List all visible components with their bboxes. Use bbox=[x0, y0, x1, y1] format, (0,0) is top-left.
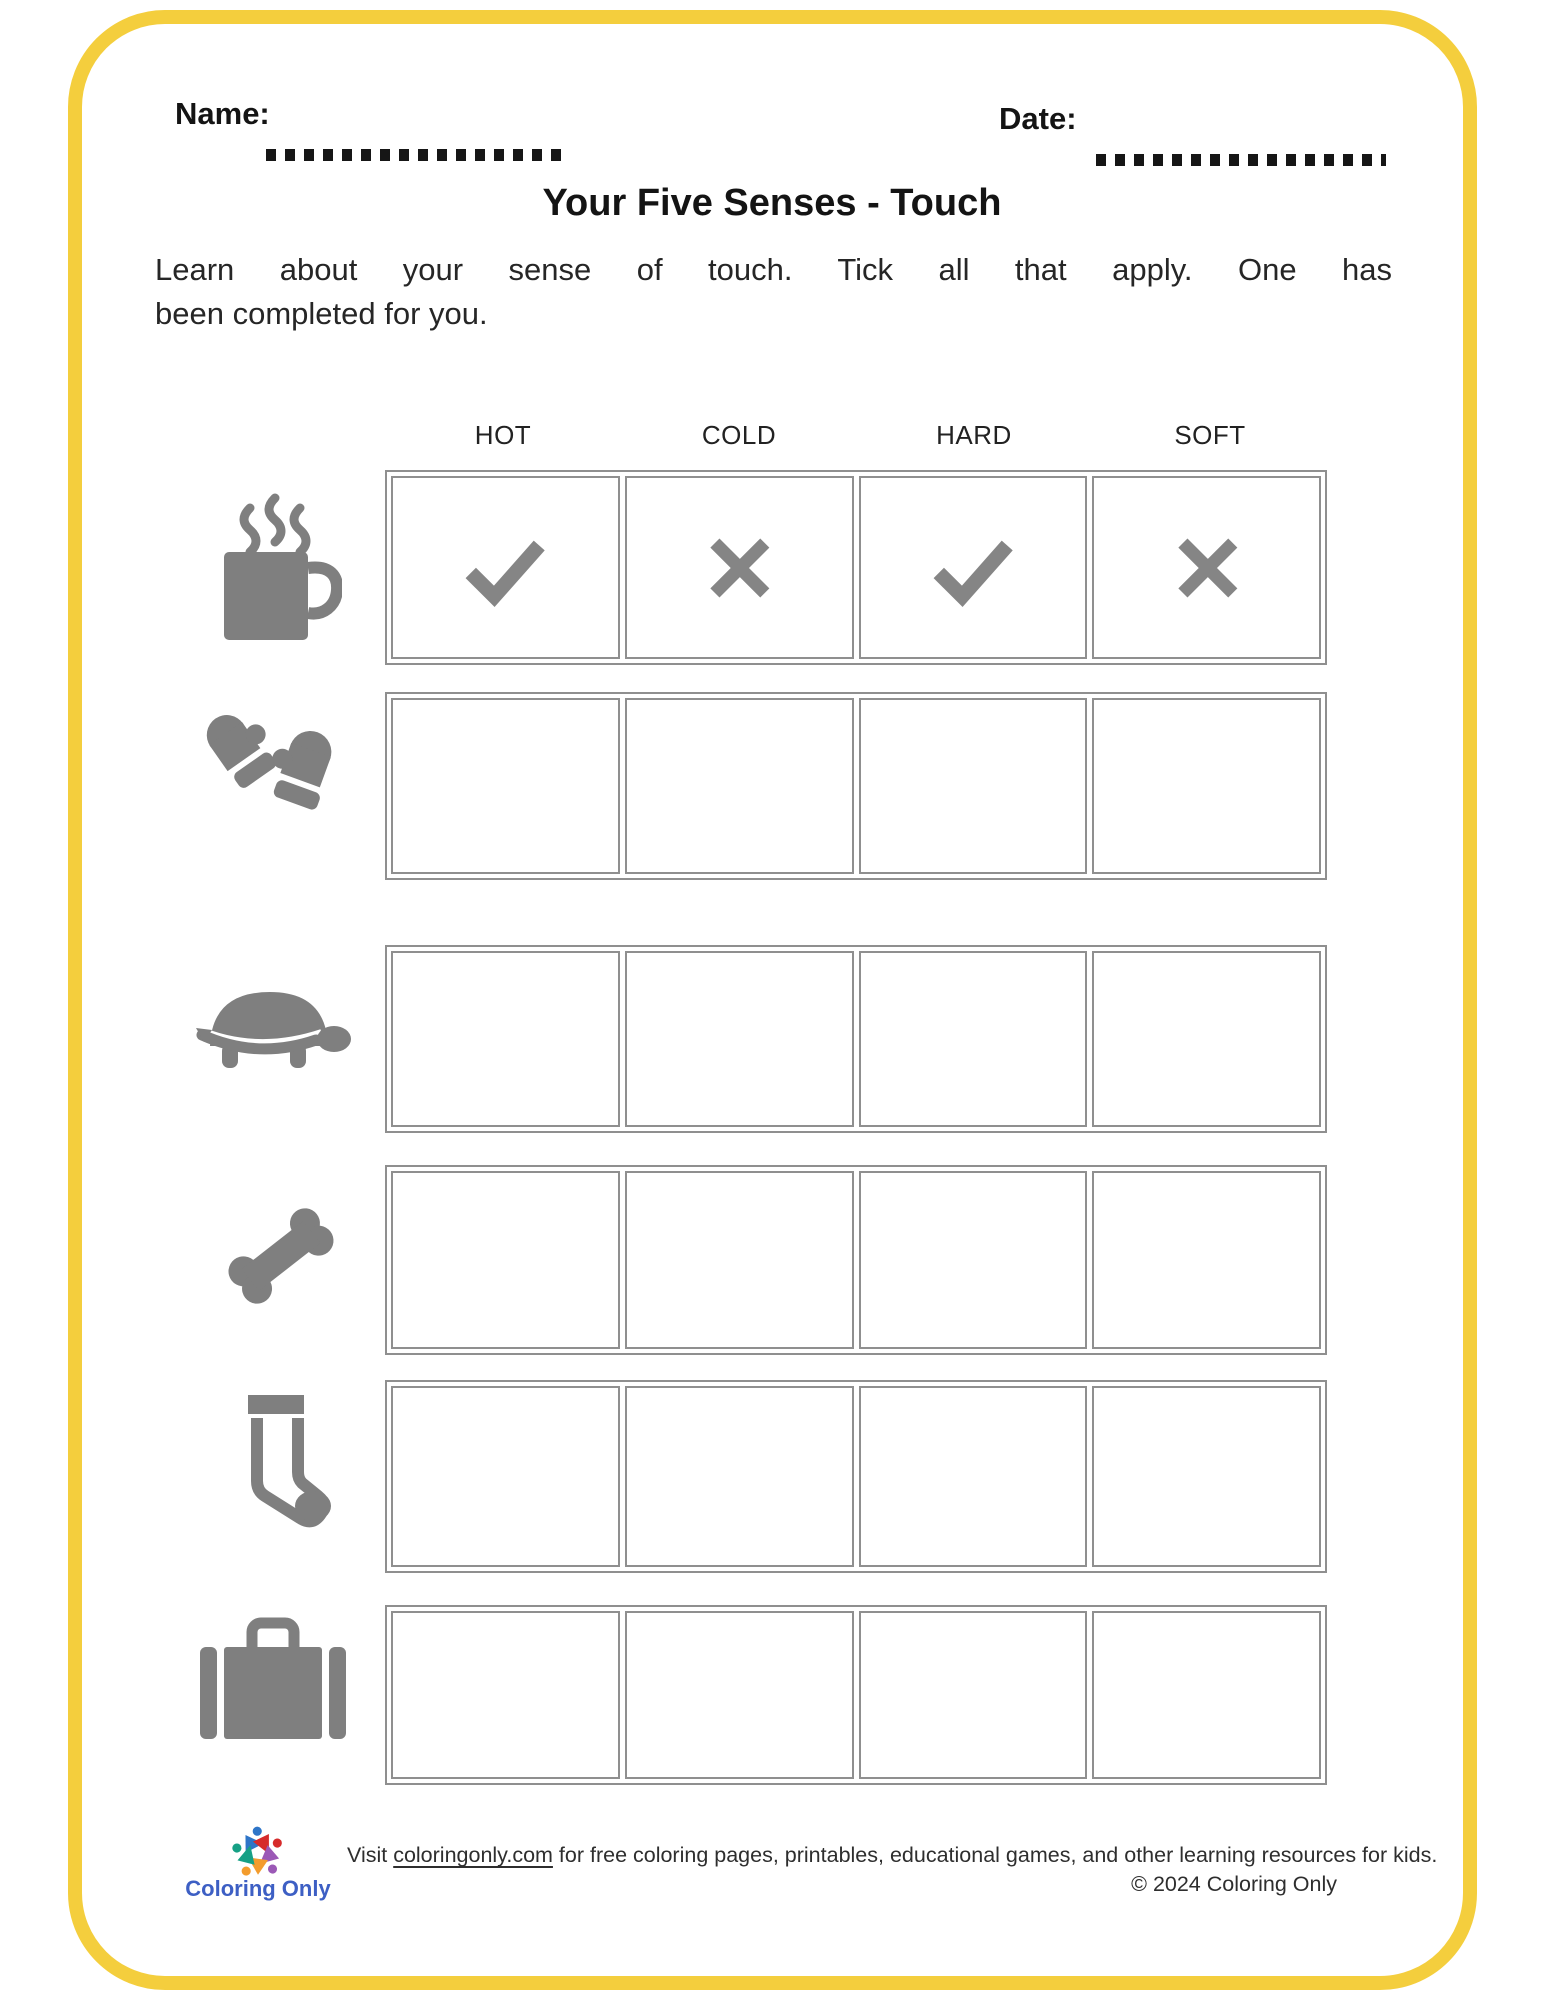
column-header-hard: HARD bbox=[936, 420, 1012, 450]
turtle-icon bbox=[196, 984, 354, 1076]
table-row-hot-mug bbox=[385, 470, 1327, 665]
coloring-only-logo-text: Coloring Only bbox=[185, 1876, 331, 1901]
cell-sock-soft[interactable] bbox=[1092, 1386, 1321, 1567]
table-row-bone bbox=[385, 1165, 1327, 1355]
table-row-mittens bbox=[385, 692, 1327, 880]
cell-sock-hot[interactable] bbox=[391, 1386, 620, 1567]
suitcase-icon bbox=[198, 1617, 348, 1742]
sock-icon bbox=[222, 1393, 346, 1545]
bone-icon bbox=[210, 1185, 352, 1327]
table-row-suitcase bbox=[385, 1605, 1327, 1785]
cell-bone-cold[interactable] bbox=[625, 1171, 854, 1349]
cell-turtle-hot[interactable] bbox=[391, 951, 620, 1127]
cross-mark-icon bbox=[1164, 525, 1250, 611]
coloringonly-link[interactable]: coloringonly.com bbox=[393, 1843, 553, 1867]
column-header-hot: HOT bbox=[474, 420, 532, 450]
cell-bone-hot[interactable] bbox=[391, 1171, 620, 1349]
cell-suitcase-soft[interactable] bbox=[1092, 1611, 1321, 1779]
cell-bone-soft[interactable] bbox=[1092, 1171, 1321, 1349]
cell-sock-hard[interactable] bbox=[859, 1386, 1088, 1567]
cell-sock-cold[interactable] bbox=[625, 1386, 854, 1567]
cell-suitcase-cold[interactable] bbox=[625, 1611, 854, 1779]
cell-hot-mug-hot[interactable] bbox=[391, 476, 620, 659]
cell-hot-mug-cold[interactable] bbox=[625, 476, 854, 659]
column-header-cold: COLD bbox=[701, 420, 777, 450]
name-fill-line[interactable] bbox=[266, 149, 562, 161]
check-mark-icon bbox=[455, 524, 555, 612]
cell-suitcase-hard[interactable] bbox=[859, 1611, 1088, 1779]
table-row-turtle bbox=[385, 945, 1327, 1133]
table-row-sock bbox=[385, 1380, 1327, 1573]
cell-mittens-soft[interactable] bbox=[1092, 698, 1321, 874]
name-label: Name: bbox=[175, 96, 270, 131]
footer-visit-line bbox=[347, 1843, 1437, 1868]
date-label: Date: bbox=[999, 101, 1077, 136]
page-title: Your Five Senses - Touch bbox=[542, 182, 1002, 224]
cell-hot-mug-soft[interactable] bbox=[1092, 476, 1321, 659]
footer-visit-suffix: for free coloring pages, printables, educational games, and other learning resources for kids. bbox=[552, 1843, 1438, 1867]
mittens-icon bbox=[198, 703, 350, 835]
cell-turtle-hard[interactable] bbox=[859, 951, 1088, 1127]
cell-bone-hard[interactable] bbox=[859, 1171, 1088, 1349]
date-fill-line[interactable] bbox=[1096, 154, 1386, 166]
footer-visit-prefix: Visit bbox=[347, 1843, 394, 1867]
instructions-line-1: Learn about your sense of touch. Tick all that apply. One has bbox=[155, 252, 1392, 287]
instructions-line-2: been completed for you. bbox=[155, 296, 488, 331]
cell-hot-mug-hard[interactable] bbox=[859, 476, 1088, 659]
cell-turtle-soft[interactable] bbox=[1092, 951, 1321, 1127]
column-header-soft: SOFT bbox=[1174, 420, 1246, 450]
cell-mittens-cold[interactable] bbox=[625, 698, 854, 874]
footer-copyright: © 2024 Coloring Only bbox=[1131, 1872, 1337, 1896]
coloring-only-logo-icon bbox=[212, 1822, 304, 1882]
check-mark-icon bbox=[923, 524, 1023, 612]
cross-mark-icon bbox=[696, 525, 782, 611]
hot-mug-icon bbox=[222, 490, 342, 642]
cell-turtle-cold[interactable] bbox=[625, 951, 854, 1127]
cell-mittens-hot[interactable] bbox=[391, 698, 620, 874]
cell-mittens-hard[interactable] bbox=[859, 698, 1088, 874]
cell-suitcase-hot[interactable] bbox=[391, 1611, 620, 1779]
